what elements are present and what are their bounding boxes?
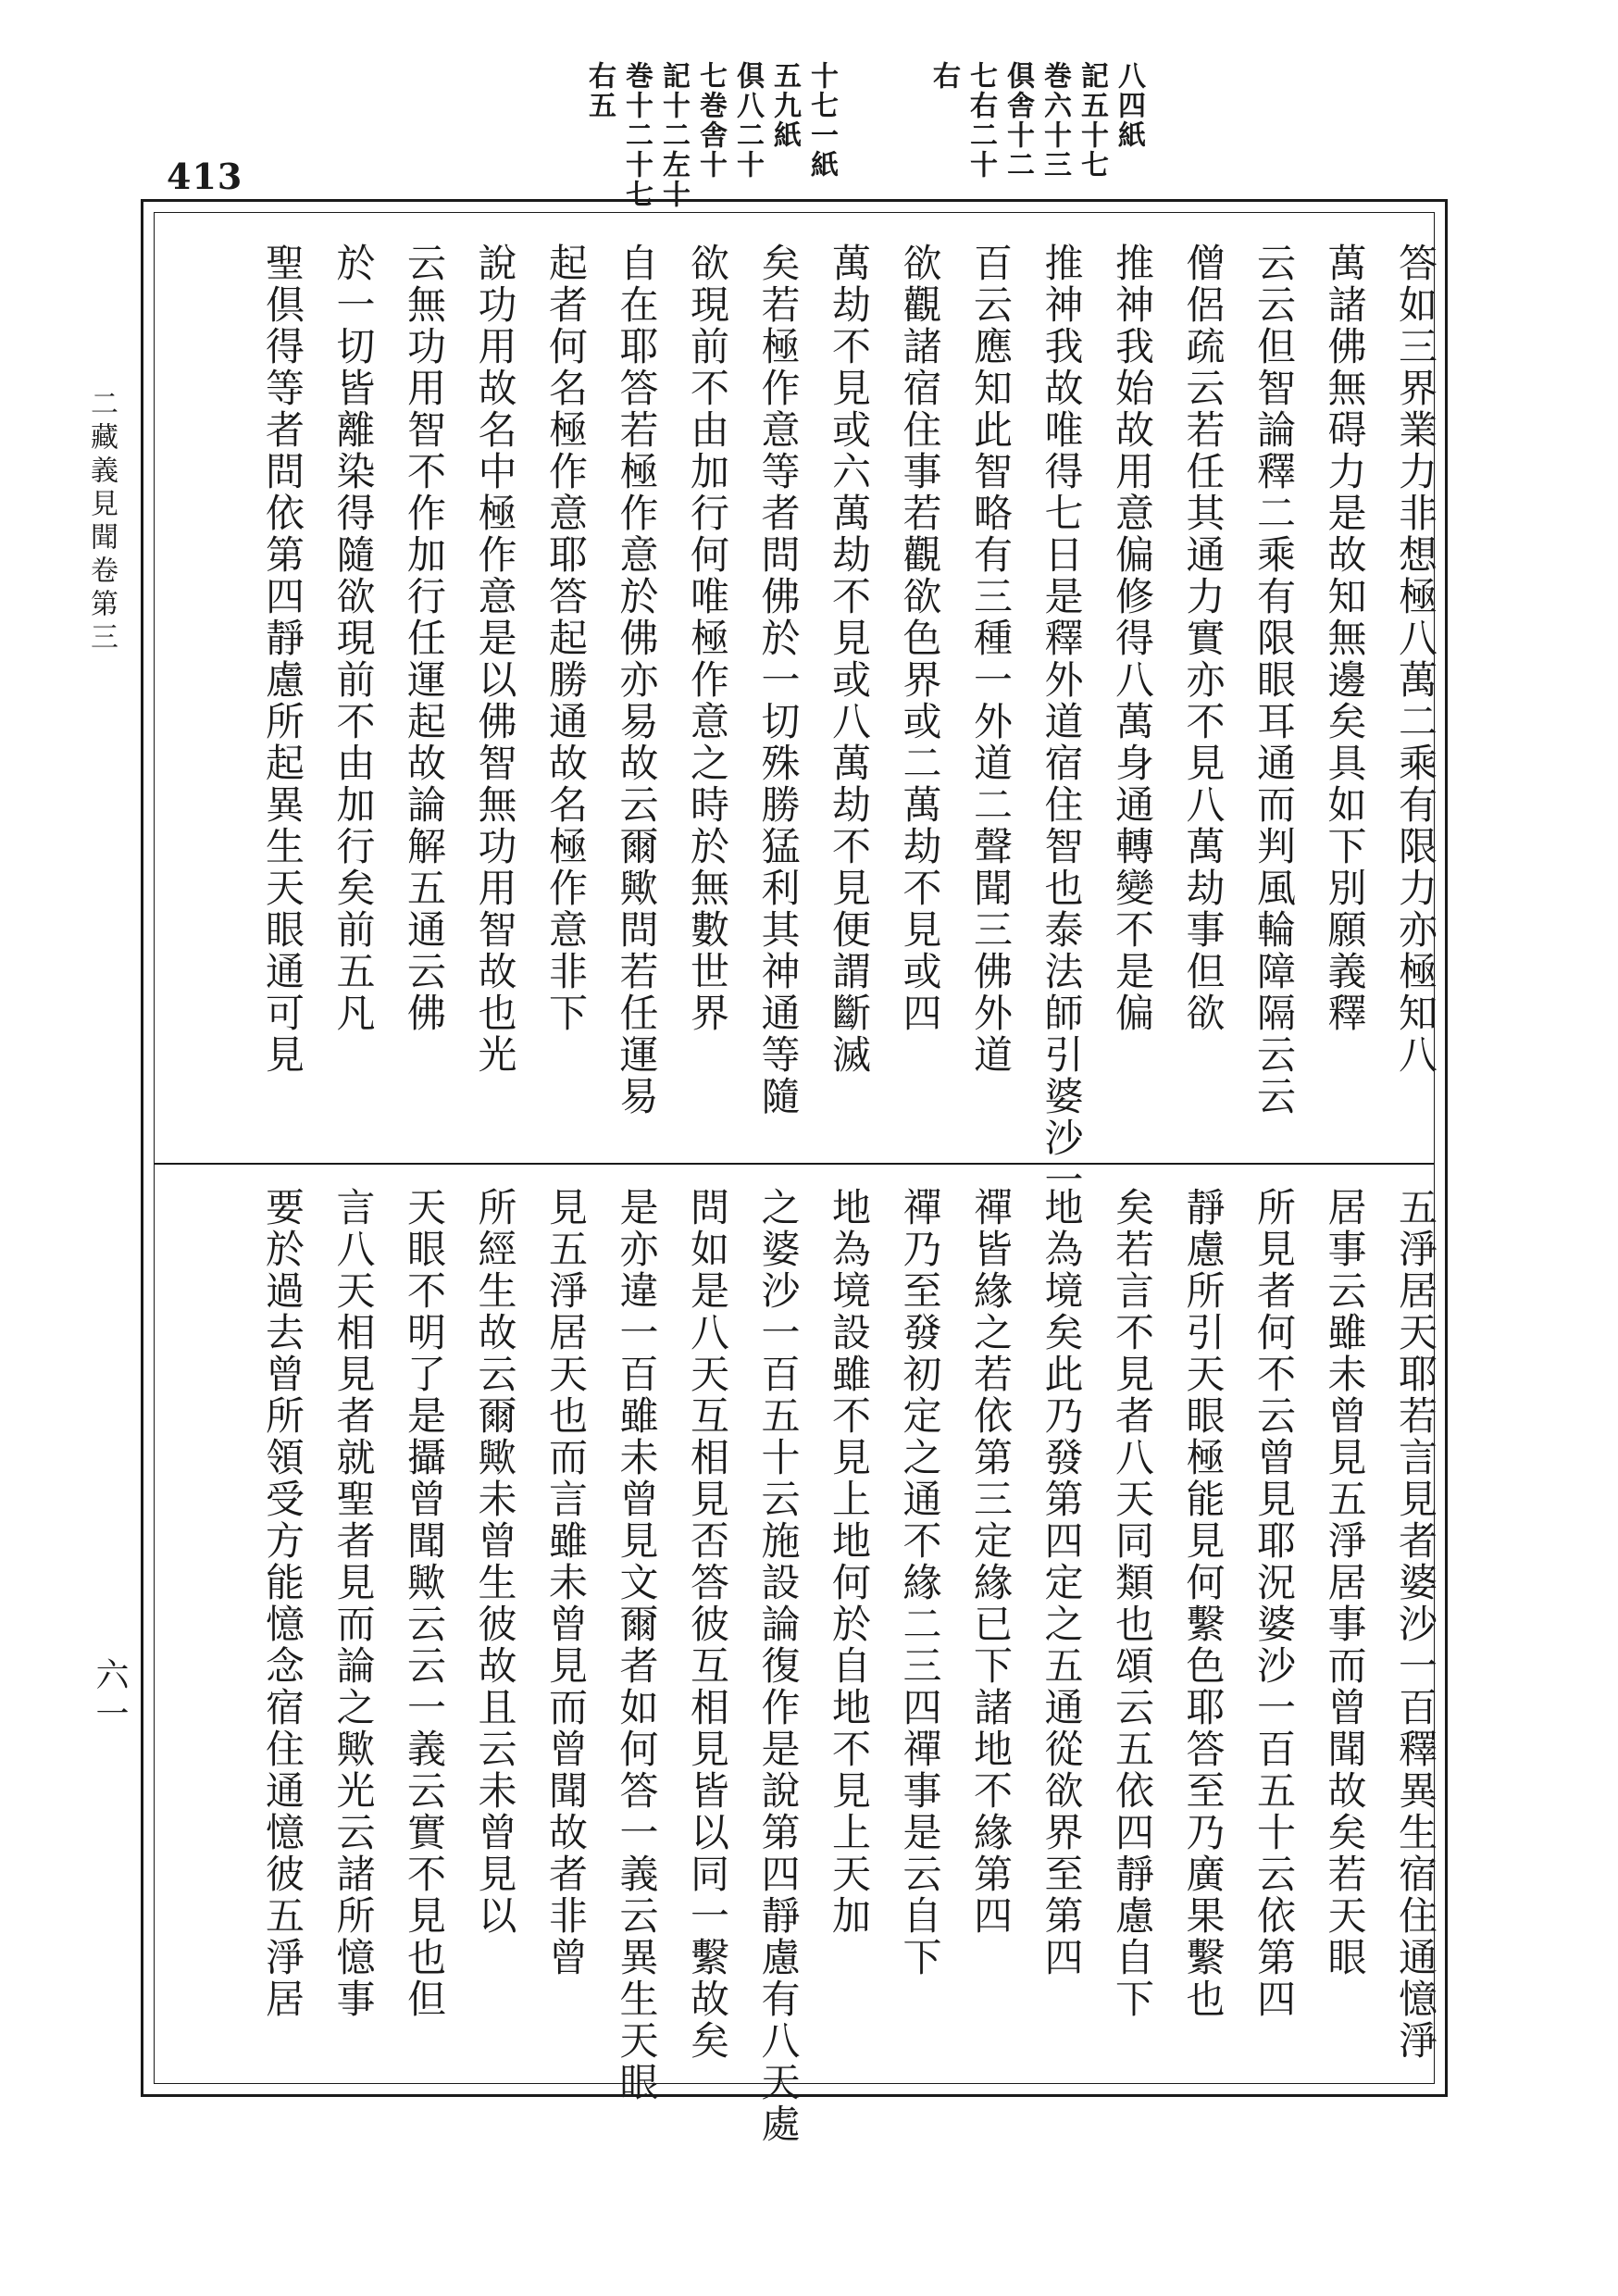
upper-column-1: 答如三界業力非想極八萬二乘有限力亦極知八: [1393, 243, 1438, 1076]
folio-number: 六一: [91, 1657, 129, 1735]
lower-column-14: 所經生故云爾歟未曾生彼故且云未曾見以: [472, 1187, 518, 1937]
page-number: 413: [167, 156, 243, 197]
upper-column-4: 僧侶疏云若任其通力實亦不見八萬劫事但欲: [1180, 243, 1226, 1034]
lower-column-7: 禪皆緣之若依第三定緣已下諸地不緣第四: [968, 1187, 1014, 1937]
header-note-right-group-b: [1002, 61, 1034, 180]
header-note-right-5: 記五十七: [1076, 61, 1108, 180]
header-note-left-e: [731, 61, 764, 180]
header-note-left-b: [620, 61, 653, 209]
header-note-right-group-e: [1113, 61, 1145, 150]
header-note-left-4: 七巻舎十: [694, 61, 727, 180]
header-note-right-6: 八四紙: [1113, 61, 1145, 150]
lower-column-2: 居事云雖未曾見五淨居事而曾聞故矣若天眼: [1322, 1187, 1368, 1978]
upper-column-2: 萬諸佛無碍力是故知無邊矣具如下別願義釋: [1322, 243, 1368, 1034]
lower-column-16: 言八天相見者就聖者見而論之歟光云諸所憶事: [330, 1187, 377, 2020]
lower-column-8: 禪乃至發初定之通不緣二三四禪事是云自下: [897, 1187, 943, 1978]
lower-column-9: 地為境設雖不見上地何於自地不見上天加: [827, 1187, 872, 1937]
upper-column-8: 欲觀諸宿住事若觀欲色界或二萬劫不見或四: [897, 243, 943, 1034]
upper-column-13: 起者何名極作意耶答起勝通故名極作意非下: [543, 243, 589, 1034]
header-note-left-5: 記十二左十: [657, 61, 690, 209]
header-note-left-f: [768, 61, 801, 150]
upper-column-12: 自在耶答若極作意於佛亦易故云爾歟問若任運易: [614, 243, 660, 1117]
lower-column-6: 地為境矣此乃發第四定之五通從欲界至第四: [1039, 1187, 1085, 1978]
header-note-right-group-c: [1039, 61, 1071, 180]
header-note-left-6: 巻十二十七: [620, 61, 653, 209]
header-note-right-2: 七右二十: [965, 61, 997, 180]
upper-column-6: 推神我故唯得七日是釋外道宿住智也泰法師引婆沙一: [1039, 243, 1085, 1201]
lower-column-13: 見五淨居天也而言雖未曾見而曾聞故者非曾: [543, 1187, 589, 1978]
header-note-left-2: 五九紙: [768, 61, 801, 150]
upper-column-3: 云云但智論釋二乘有限眼耳通而判風輪障隔云云: [1251, 243, 1297, 1117]
header-note-right-group: [965, 61, 997, 180]
lower-column-1: 五淨居天耶若言見者婆沙一百釋異生宿住通憶淨: [1393, 1187, 1438, 2062]
section-divider: [154, 1163, 1435, 1165]
volume-title: 二藏義見聞卷第三: [85, 389, 118, 655]
header-note-right-1: 右: [927, 61, 960, 91]
upper-column-17: 聖倶得等者問依第四靜慮所起異生天眼通可見: [260, 243, 305, 1076]
lower-column-4: 靜慮所引天眼極能見何繫色耶答至乃廣果繫也: [1180, 1187, 1226, 2020]
upper-column-15: 云無功用智不作加行任運起故論解五通云佛: [402, 243, 447, 1034]
upper-column-5: 推神我始故用意偏修得八萬身通轉變不是偏: [1110, 243, 1155, 1034]
header-note-left-g: [805, 61, 838, 180]
lower-column-3: 所見者何不云曾見耶況婆沙一百五十云依第四: [1251, 1187, 1297, 2020]
header-note-left-c: [657, 61, 690, 209]
header-note-left-a: [583, 61, 616, 120]
lower-column-11: 問如是八天互相見否答彼互相見皆以同一繫故矣: [685, 1187, 730, 2062]
upper-column-14: 說功用故名中極作意是以佛智無功用智故也光: [472, 243, 518, 1076]
header-note-left-d: [694, 61, 727, 180]
lower-column-15: 天眼不明了是攝曾聞歟云云一義云實不見也但: [402, 1187, 447, 2020]
lower-column-5: 矣若言不見者八天同類也頌云五依四靜慮自下: [1110, 1187, 1155, 2020]
lower-column-10: 之婆沙一百五十云施設論復作是說第四靜慮有八天處: [755, 1187, 802, 2145]
upper-column-9: 萬劫不見或六萬劫不見或八萬劫不見便謂斷滅: [827, 243, 872, 1076]
header-note-right-3: 倶舎十二: [1002, 61, 1034, 180]
lower-column-17: 要於過去曾所領受方能憶念宿住通憶彼五淨居: [260, 1187, 305, 2020]
header-note-left-1: 十七一紙: [805, 61, 838, 180]
upper-column-10: 矣若極作意等者問佛於一切殊勝猛利其神通等隨: [755, 243, 802, 1117]
header-note-right-group-d: [1076, 61, 1108, 180]
header-note-left-3: 倶八二十: [731, 61, 764, 180]
upper-column-16: 於一切皆離染得隨欲現前不由加行矣前五凡: [330, 243, 377, 1034]
upper-column-11: 欲現前不由加行何唯極作意之時於無數世界: [685, 243, 730, 1034]
upper-column-7: 百云應知此智略有三種一外道二聲聞三佛外道: [968, 243, 1014, 1076]
header-note-left-7: 右五: [583, 61, 616, 120]
header-note-right-4: 巻六十三: [1039, 61, 1071, 180]
lower-column-12: 是亦違一百雖未曾見文爾者如何答一義云異生天眼: [614, 1187, 660, 2103]
header-note-right: [927, 61, 960, 91]
